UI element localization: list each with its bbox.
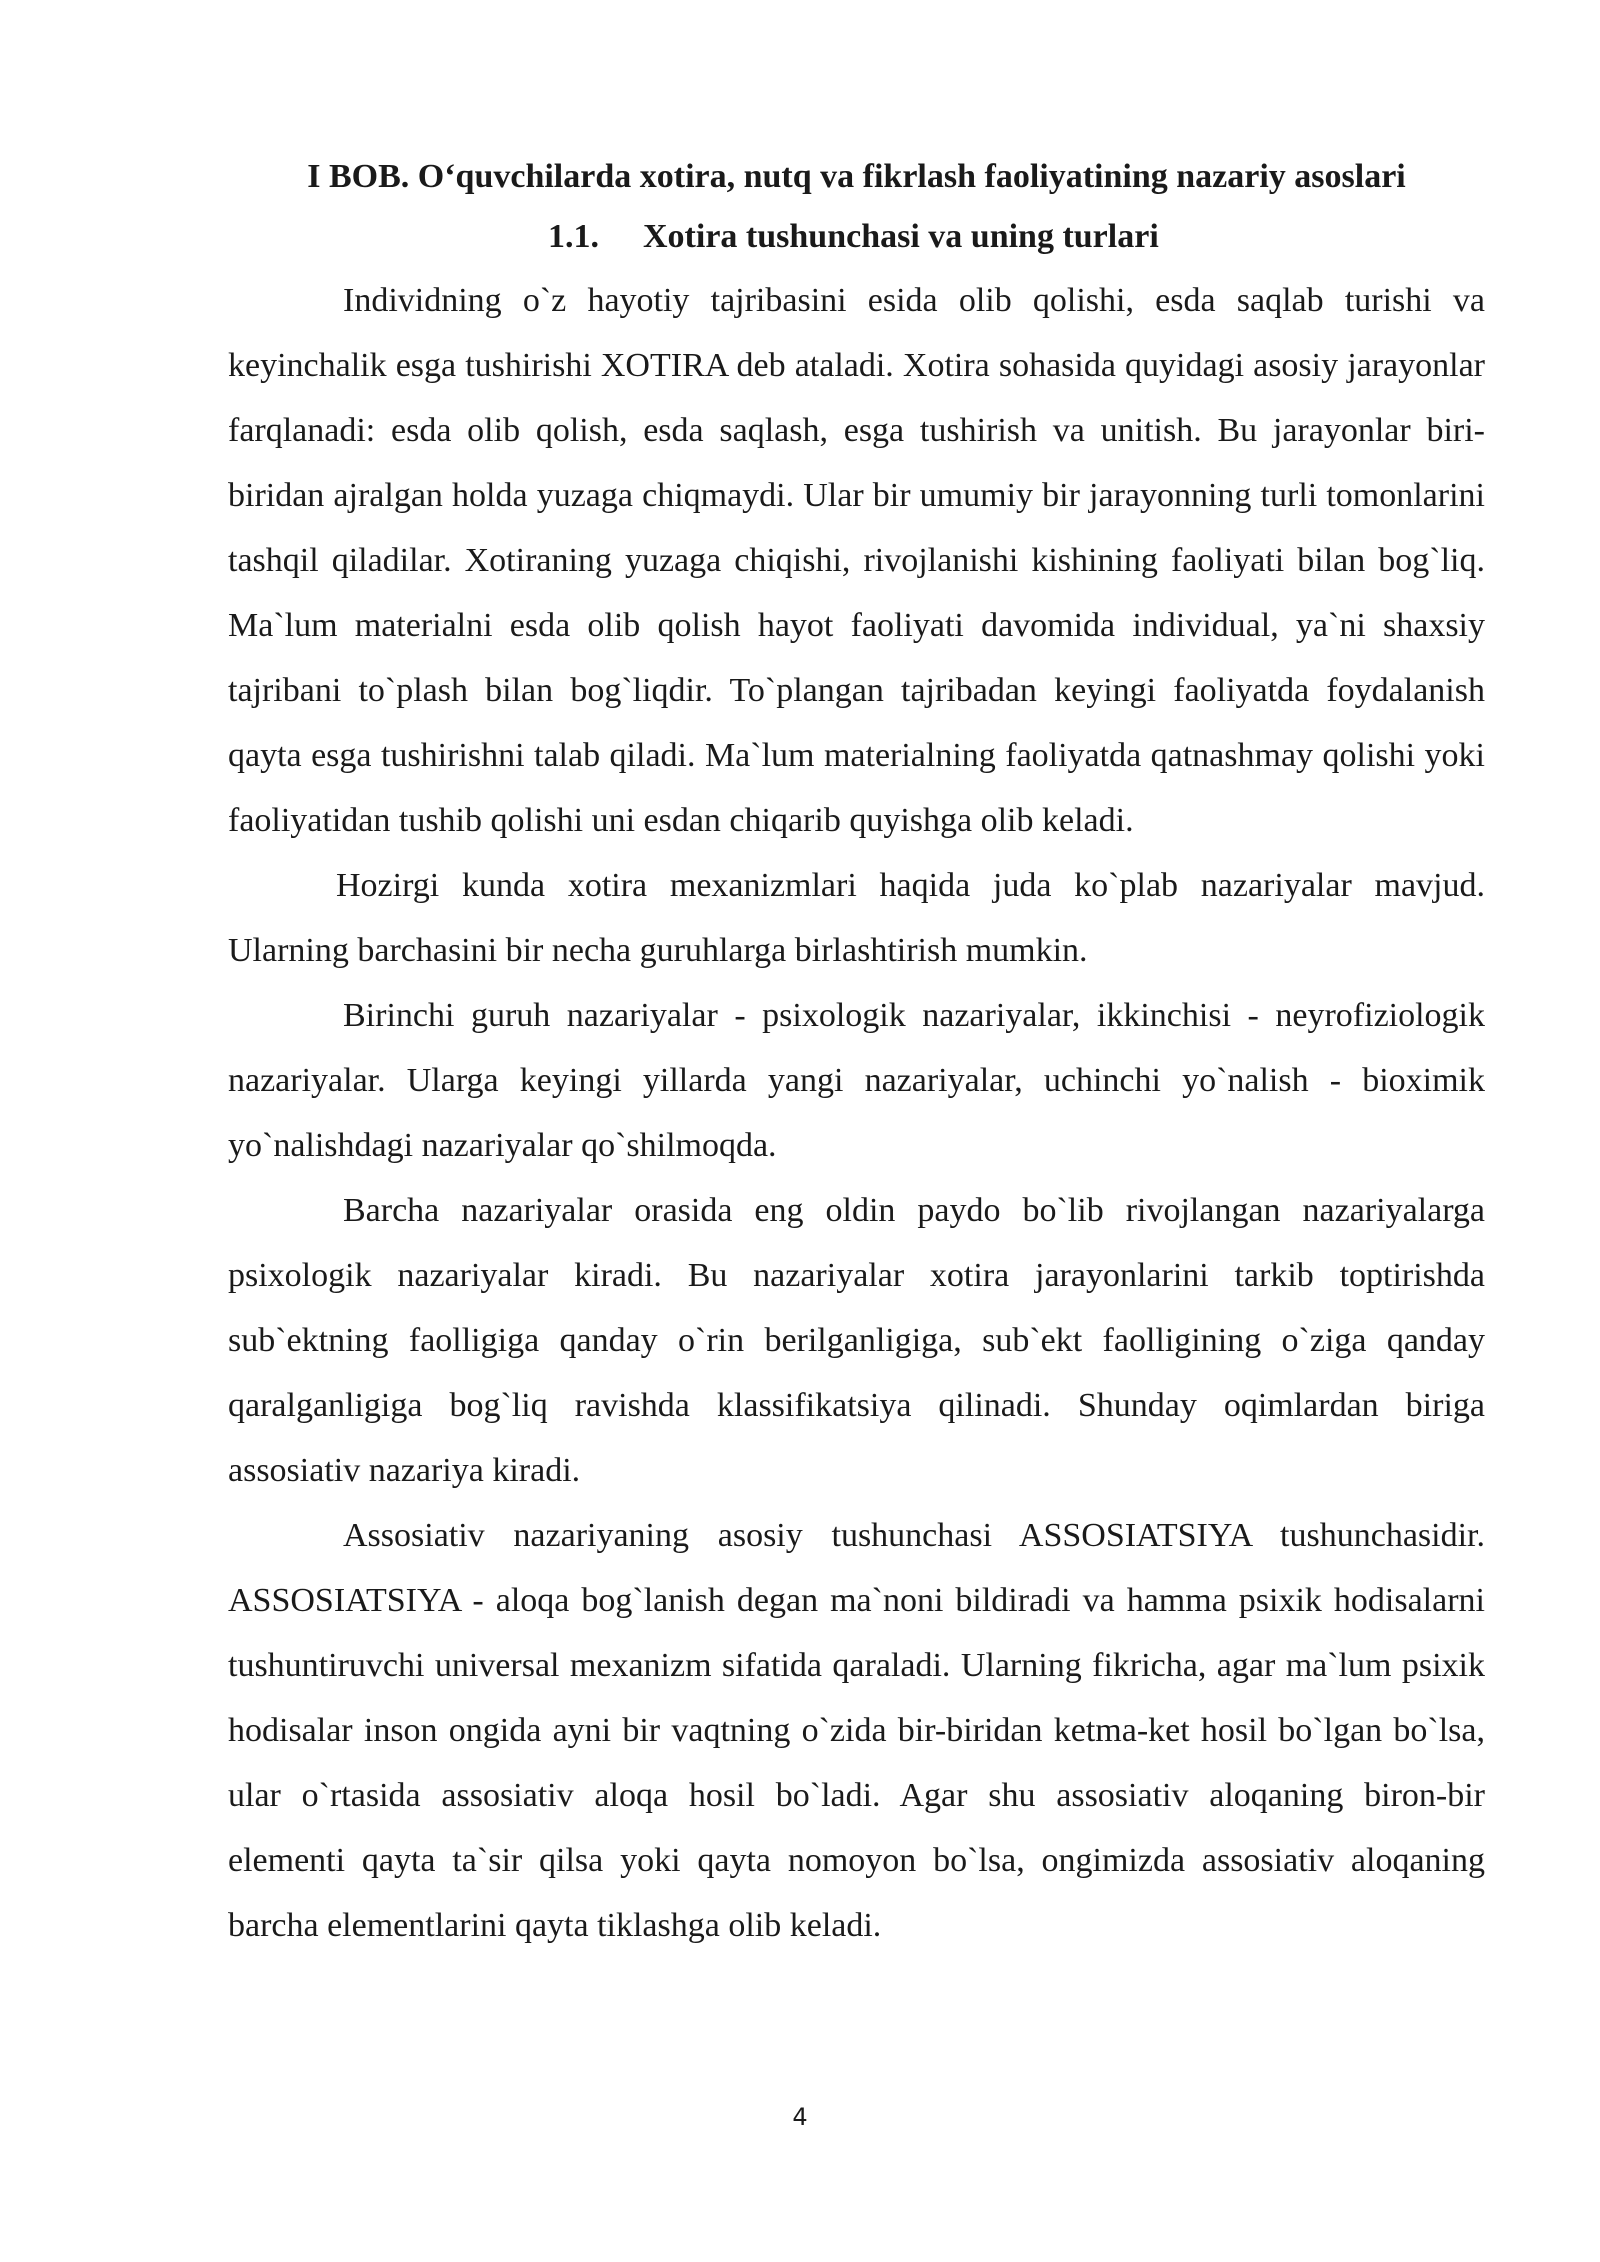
page-content — [228, 148, 1485, 1958]
section-title: Xotira tushunchasi va uning turlari — [643, 218, 1159, 255]
paragraph-psychological-theories: Barcha nazariyalar orasida eng oldin paydo bo`lib rivojlangan nazariyalarga psixologik nazariyalar kiradi. Bu nazariyalar xotira jarayonlarini tarkib toptirishda sub`ektning faolligiga qanday o`rin berilganligiga, sub`ekt faolligining o`ziga qanday qaralganligiga bog`liq ravishda klassifikatsiya qilinadi. Shunday oqimlardan biriga assosiativ nazariya kiradi. — [228, 1192, 1485, 1489]
page-number: 4 — [792, 2103, 808, 2131]
section-heading — [228, 206, 1485, 268]
paragraph-memory-definition: Individning o`z hayotiy tajribasini esida olib qolishi, esda saqlab turishi va keyinchalik esga tushirishi XOTIRA deb ataladi. Xotira sohasida quyidagi asosiy jarayonlar farqlanadi: esda olib qolish, esda saqlash, esga tushirish va unitish. Bu jarayonlar biri-biridan ajralgan holda yuzaga chiqmaydi. Ular bir umumiy bir jarayonning turli tomonlarini tashqil qiladilar. Xotiraning yuzaga chiqishi, rivojlanishi kishining faoliyati bilan bog`liq. Ma`lum materialni esda olib qolish hayot faoliyati davomida individual, ya`ni shaxsiy tajribani to`plash bilan bog`liqdir. To`plangan tajribadan keyingi faoliyatda foydalanish qayta esga tushirishni talab qiladi. Ma`lum materialning faoliyatda qatnashmay qolishi yoki faoliyatidan tushib qolishi uni esdan chiqarib quyishga olib keladi. — [228, 282, 1485, 839]
paragraph-memory-theories: Hozirgi kunda xotira mexanizmlari haqida juda ko`plab nazariyalar mavjud. Ularning barchasini bir necha guruhlarga birlashtirish mumkin. — [228, 867, 1485, 969]
chapter-title: I BOB. O‘quvchilarda xotira, nutq va fikrlash faoliyatining nazariy asoslari — [307, 158, 1406, 195]
section-number: 1.1. — [548, 218, 599, 255]
paragraph-associative-theory: Assosiativ nazariyaning asosiy tushunchasi ASSOSIATSIYA tushunchasidir. ASSOSIATSIYA - aloqa bog`lanish degan ma`noni bildiradi va hamma psixik hodisalarni tushuntiruvchi universal mexanizm sifatida qaraladi. Ularning fikricha, agar ma`lum psixik hodisalar inson ongida ayni bir vaqtning o`zida bir-biridan ketma-ket hosil bo`lgan bo`lsa, ular o`rtasida assosiativ aloqa hosil bo`ladi. Agar shu assosiativ aloqaning biron-bir elementi qayta ta`sir qilsa yoki qayta nomoyon bo`lsa, ongimizda assosiativ aloqaning barcha elementlarini qayta tiklashga olib keladi. — [228, 1517, 1485, 1944]
paragraph-theory-groups: Birinchi guruh nazariyalar - psixologik nazariyalar, ikkinchisi - neyrofiziologik nazariyalar. Ularga keyingi yillarda yangi nazariyalar, uchinchi yo`nalish - bioximik yo`nalishdagi nazariyalar qo`shilmoqda. — [228, 997, 1485, 1164]
